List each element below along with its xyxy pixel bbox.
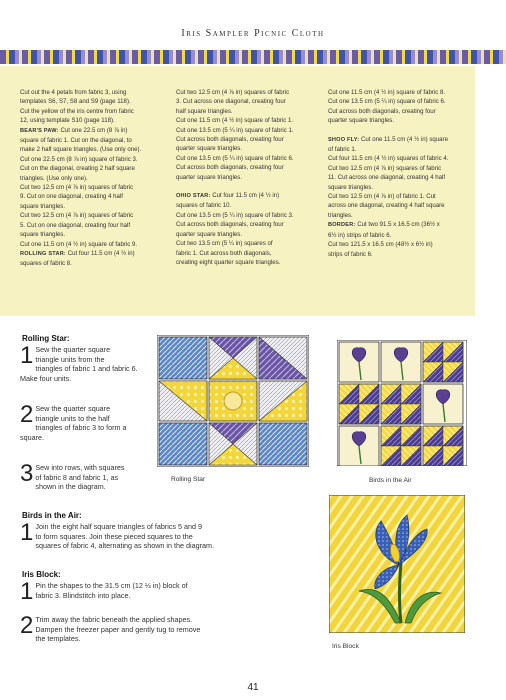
instruction-text: Cut one 11.5 cm (4 ½ in) square of fabric 9. [20, 240, 138, 248]
instruction-text: half square triangles. [176, 107, 233, 115]
instructions-column-1 [20, 88, 170, 269]
instruction-line [176, 211, 326, 220]
instruction-line [176, 201, 326, 210]
birds-in-the-air-diagram [337, 340, 467, 466]
step-text-line: square. [20, 432, 44, 442]
instruction-text: Cut one 11.5 cm (4 ½ in) square [359, 135, 448, 143]
instruction-text: across one diagonal, creating 4 half square [328, 202, 445, 210]
step-number: 1 [20, 342, 34, 369]
instruction-text: 6½ in) strips of fabric 6. [328, 231, 392, 239]
step-text-line: Join the eight half square triangles of fabrics 5 and 9 [35, 522, 202, 531]
instruction-line [20, 107, 170, 116]
step-number: 1 [20, 578, 34, 605]
birds-step-1 [20, 519, 270, 551]
step-text-line: triangle units to the half [35, 413, 110, 423]
instruction-line [20, 145, 170, 154]
instruction-text: 9. Cut on one diagonal, creating 4 half [20, 193, 123, 201]
step-text-line: Sew the quarter square [35, 345, 111, 354]
instruction-line [328, 173, 473, 182]
step-text-line: Dampen the freezer paper and gently tug to remove [35, 624, 201, 634]
instructions-column-2 [176, 88, 326, 267]
instruction-text: square of fabric 1. Cut on the diagonal, to [20, 137, 132, 145]
instruction-text: Cut two 12.5 cm (4 ⅞ in) squares of fabric [328, 164, 442, 172]
block-name-label: ROLLING STAR: [20, 250, 66, 257]
step-text-line: triangle units from the [35, 354, 105, 364]
column-spacer [328, 126, 473, 135]
instruction-line [176, 154, 326, 163]
instruction-text: Cut across both diagonals, creating four [176, 164, 284, 172]
instruction-text: Cut four 11.5 cm (4 ½ in) [66, 249, 135, 257]
instruction-text: triangles. [328, 211, 353, 219]
instruction-line [20, 164, 170, 173]
instruction-text: make 2 half square triangles. (Use only one). [20, 146, 142, 154]
instruction-text: squares of fabric 10. [176, 202, 232, 210]
instruction-text: Cut across both diagonals, creating four [176, 221, 284, 229]
instruction-line [328, 201, 473, 210]
instruction-line [20, 116, 170, 125]
instruction-text: 3. Cut across one diagonal, creating four [176, 98, 286, 106]
block-name-label: BORDER: [328, 222, 356, 229]
instruction-text: Cut two 12.5 cm (4 ⅞ in) squares of fabric [176, 89, 290, 96]
instruction-line [176, 107, 326, 116]
instruction-line [20, 259, 170, 268]
instruction-line [328, 183, 473, 192]
instruction-text: quarter square triangles. [176, 230, 243, 238]
rolling-star-caption: Rolling Star [171, 476, 206, 483]
iris-block-heading: Iris Block: [22, 570, 61, 579]
iris-step-1 [20, 578, 270, 605]
instruction-text: triangles. (Use only one). [20, 174, 88, 182]
instruction-line [20, 230, 170, 239]
instruction-line [20, 183, 170, 192]
instruction-line [176, 249, 326, 258]
page-number: 41 [247, 682, 259, 693]
instruction-line [20, 155, 170, 164]
instruction-line [176, 163, 326, 172]
instruction-text: Cut out the 4 petals from fabric 3, using [20, 89, 127, 96]
step-text-line: triangles of fabric 1 and fabric 6. [35, 364, 138, 373]
instruction-text: Cut across both diagonals, creating four [328, 107, 436, 115]
instruction-line [176, 191, 326, 201]
step-text-line: triangles of fabric 3 to form a [35, 423, 127, 432]
decorative-fabric-band [0, 50, 506, 64]
birds-in-the-air-caption: Birds in the Air [369, 477, 412, 484]
instruction-text: square triangles. [20, 231, 66, 239]
instruction-line [328, 164, 473, 173]
instruction-text: Cut two 12.5 cm (4 ⅞ in) squares of fabric [20, 184, 134, 192]
page-header-title: Iris Sampler Picnic Cloth [181, 28, 325, 39]
instruction-text: Cut one 13.5 cm (5 ¼ in) square of fabric 3. [176, 211, 294, 219]
instruction-line [176, 144, 326, 153]
instruction-text: Cut one 13.5 cm (5 ¼ in) square of fabric 1. [176, 126, 294, 134]
step-text-line: Trim away the fabric beneath the applied shapes. [35, 615, 193, 624]
instruction-line [328, 154, 473, 163]
instruction-text: quarter square triangles. [176, 173, 243, 181]
instruction-text: Cut four 11.5 cm (4 ½ in) [210, 192, 280, 200]
instructions-column-3 [328, 88, 473, 259]
instruction-line [328, 220, 473, 230]
instruction-text: templates S6, S7, S8 and S9 (page 118). [20, 98, 131, 106]
step-number: 1 [20, 519, 34, 546]
instruction-text: 5. Cut on one diagonal, creating four half [20, 221, 131, 229]
instruction-line [328, 250, 473, 259]
block-name-label: OHIO STAR: [176, 193, 211, 200]
step-text-line: Sew into rows, with squares [35, 463, 125, 472]
instruction-line [20, 240, 170, 249]
column-spacer [176, 182, 326, 191]
instruction-line [20, 192, 170, 201]
instruction-line [176, 173, 326, 182]
rolling-star-step-3 [20, 460, 150, 492]
instruction-line [176, 230, 326, 239]
instruction-line [176, 97, 326, 106]
instruction-line [328, 116, 473, 125]
instruction-text: quarter square triangles. [328, 117, 395, 125]
step-text-line: shown in the diagram. [35, 482, 106, 491]
step-text-line: of fabric 8 and fabric 1, as [35, 472, 119, 482]
instruction-text: creating eight quarter square triangles. [176, 258, 281, 266]
instruction-line [328, 240, 473, 249]
instruction-text: of fabric 1. [328, 146, 357, 154]
instruction-text: fabric 1. Cut across both diagonals, [176, 249, 272, 257]
instruction-line [20, 202, 170, 211]
instruction-line [20, 126, 170, 136]
instruction-line [176, 88, 326, 97]
instruction-line [20, 174, 170, 183]
rolling-star-heading: Rolling Star: [22, 334, 70, 343]
instruction-line [20, 211, 170, 220]
instruction-text: Cut across both diagonals, creating four [176, 136, 284, 144]
step-text-line: Sew the quarter square [35, 404, 111, 413]
rolling-star-step-2 [20, 401, 150, 442]
instruction-text: Cut two 121.5 x 16.5 cm (48½ x 6½ in) [328, 241, 433, 249]
instruction-line [176, 258, 326, 267]
instruction-line [176, 135, 326, 144]
instruction-text: squares of fabric 8. [20, 260, 72, 268]
instruction-text: 12, using template S10 (page 118). [20, 117, 115, 125]
instruction-line [176, 116, 326, 125]
step-text-line: Make four units. [20, 373, 72, 383]
instruction-text: Cut four 11.5 cm (4 ½ in) squares of fabric 4. [328, 155, 449, 163]
instruction-text: Cut one 11.5 cm (4 ½ in) square of fabric 8. [328, 89, 446, 96]
instruction-text: Cut two 12.5 cm (4 ⅞ in) of fabric 1. Cut [328, 193, 436, 201]
instruction-line [176, 126, 326, 135]
instruction-text: Cut one 13.5 cm (5 ¼ in) square of fabric 6. [328, 98, 446, 106]
step-text-line: Pin the shapes to the 31.5 cm (12 ½ in) block of [35, 581, 188, 590]
instruction-line [20, 136, 170, 145]
instruction-text: Cut one 22.5 cm (8 ⅞ in) square of fabric 3. [20, 155, 138, 163]
instruction-line [328, 107, 473, 116]
instruction-text: 11. Cut across one diagonal, creating 4 half [328, 174, 446, 182]
instruction-text: Cut two 91.5 x 16.5 cm (36½ x [355, 221, 440, 229]
iris-block-caption: Iris Block [332, 643, 359, 650]
instruction-text: Cut one 22.5 cm (8 ⅞ in) [58, 126, 128, 134]
birds-in-the-air-heading: Birds in the Air: [22, 511, 82, 520]
instruction-line [176, 239, 326, 248]
instruction-line [328, 88, 473, 97]
instruction-line [328, 211, 473, 220]
instruction-line [20, 249, 170, 259]
instruction-line [328, 135, 473, 145]
step-number: 3 [20, 460, 34, 487]
step-number: 2 [20, 612, 34, 639]
step-text-line: fabric 3. Blindstitch into place. [35, 590, 131, 600]
instruction-text: strips of fabric 6. [328, 250, 373, 258]
instruction-line [328, 97, 473, 106]
instruction-line [20, 88, 170, 97]
instruction-line [328, 231, 473, 240]
iris-block-diagram [329, 495, 465, 633]
instruction-text: Cut one 11.5 cm (4 ½ in) square of fabric 1. [176, 117, 294, 125]
step-number: 2 [20, 401, 34, 428]
instruction-text: Cut on the diagonal, creating 2 half square [20, 165, 135, 173]
rolling-star-diagram [157, 335, 309, 467]
step-text-line: the templates. [35, 634, 81, 643]
instruction-text: Cut two 13.5 cm (5 ¼ in) squares of [176, 240, 273, 248]
instruction-line [328, 192, 473, 201]
instruction-line [20, 221, 170, 230]
iris-step-2 [20, 612, 270, 644]
instruction-line [176, 220, 326, 229]
step-text-line: squares of fabric 4, alternating as shown in the diagram. [35, 541, 214, 550]
instruction-line [328, 145, 473, 154]
block-name-label: SHOO FLY: [328, 136, 360, 143]
instruction-line [20, 97, 170, 106]
instruction-text: quarter square triangles. [176, 145, 243, 153]
rolling-star-step-1 [20, 342, 150, 383]
instruction-text: Cut two 12.5 cm (4 ⅞ in) squares of fabric [20, 212, 134, 220]
step-text-line: to form squares. Join these pieced squares to the [35, 531, 193, 541]
block-name-label: BEAR'S PAW: [20, 127, 59, 134]
instruction-text: square triangles. [328, 183, 374, 191]
instruction-text: Cut the yellow of the iris centre from fabric [20, 107, 134, 115]
instruction-text: square triangles. [20, 202, 66, 210]
instruction-text: Cut one 13.5 cm (5 ¼ in) square of fabric 6. [176, 154, 294, 162]
